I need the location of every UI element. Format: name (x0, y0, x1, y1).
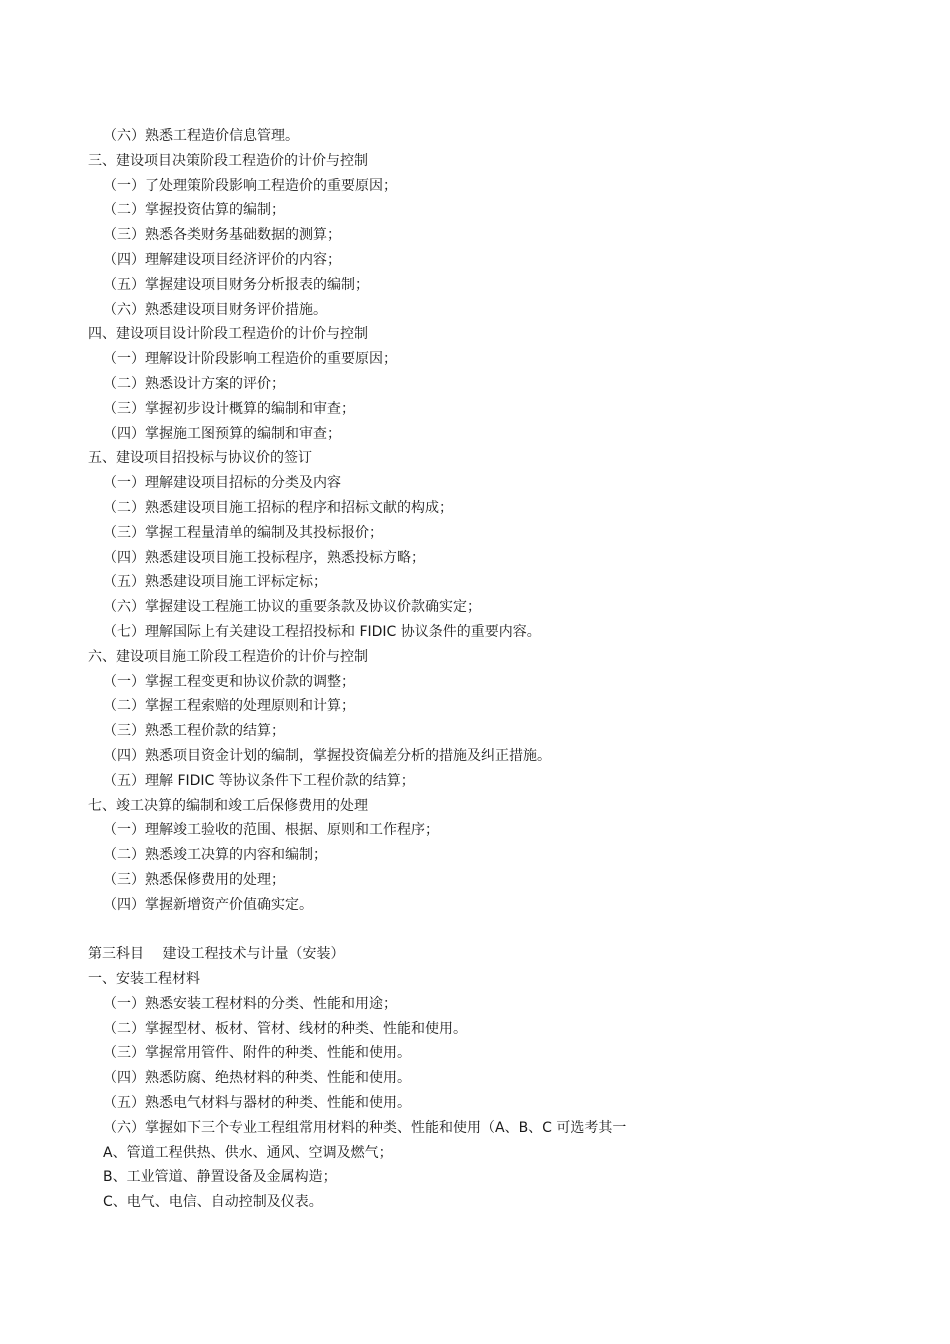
list-item: （四）掌握新增资产价值确实定。 (103, 896, 313, 913)
section-heading: 七、竣工决算的编制和竣工后保修费用的处理 (88, 797, 368, 814)
list-item: （三）熟悉保修费用的处理； (103, 871, 285, 888)
list-item: （六）熟悉工程造价信息管理。 (103, 128, 299, 144)
list-item: （五）掌握建设项目财务分析报表的编制； (103, 276, 369, 293)
list-item: （二）掌握型材、板材、管材、线材的种类、性能和使用。 (103, 1020, 467, 1037)
list-item: （五）熟悉电气材料与器材的种类、性能和使用。 (103, 1095, 411, 1112)
section-heading: 第三科目 建设工程技术与计量（安装） (88, 946, 345, 963)
list-item: （三）掌握工程量清单的编制及其投标报价； (103, 524, 383, 541)
list-item: （二）熟悉建设项目施工招标的程序和招标文献的构成； (103, 499, 453, 516)
list-item: （三）熟悉工程价款的结算； (103, 723, 285, 740)
list-item: （四）熟悉建设项目施工投标程序，熟悉投标方略； (103, 549, 425, 566)
list-item: （一）理解建设项目招标的分类及内容 (103, 475, 341, 492)
list-item: （六）掌握建设工程施工协议的重要条款及协议价款确实定； (103, 599, 481, 616)
section-heading: 六、建设项目施工阶段工程造价的计价与控制 (88, 648, 368, 665)
list-item: （四）掌握施工图预算的编制和审查； (103, 425, 341, 442)
document-page (0, 124, 950, 1215)
list-item: C、电气、电信、自动控制及仪表。 (103, 1194, 323, 1211)
list-item: （三）掌握常用管件、附件的种类、性能和使用。 (103, 1045, 411, 1062)
list-item: （二）熟悉设计方案的评价； (103, 375, 285, 392)
list-item: （七）理解国际上有关建设工程招投标和 FIDIC 协议条件的重要内容。 (103, 623, 541, 640)
list-item: （六）熟悉建设项目财务评价措施。 (103, 301, 327, 318)
blank-line (0, 918, 950, 943)
list-item: （三）掌握初步设计概算的编制和审查； (103, 400, 355, 417)
list-item: （三）熟悉各类财务基础数据的测算； (103, 227, 341, 244)
list-item: （二）掌握工程索赔的处理原则和计算； (103, 698, 355, 715)
list-item: （一）理解竣工验收的范围、根据、原则和工作程序； (103, 822, 439, 839)
list-item: A、管道工程供热、供水、通风、空调及燃气； (103, 1144, 393, 1161)
section-heading: 三、建设项目决策阶段工程造价的计价与控制 (88, 152, 368, 169)
list-item: （四）理解建设项目经济评价的内容； (103, 251, 341, 268)
list-item: （四）熟悉项目资金计划的编制，掌握投资偏差分析的措施及纠正措施。 (103, 747, 551, 764)
list-item: （四）熟悉防腐、绝热材料的种类、性能和使用。 (103, 1070, 411, 1087)
list-item: （一）掌握工程变更和协议价款的调整； (103, 673, 355, 690)
list-item: （二）熟悉竣工决算的内容和编制； (103, 847, 327, 864)
list-item: （一）理解设计阶段影响工程造价的重要原因； (103, 351, 397, 368)
list-item: （一）了处理策阶段影响工程造价的重要原因； (103, 177, 397, 194)
section-heading: 一、安装工程材料 (88, 971, 200, 988)
list-item: （二）掌握投资估算的编制； (103, 202, 285, 219)
section-heading: 四、建设项目设计阶段工程造价的计价与控制 (88, 326, 368, 343)
list-item: （六）掌握如下三个专业工程组常用材料的种类、性能和使用（A、B、C 可选考其一 (103, 1119, 627, 1136)
section-heading: 五、建设项目招投标与协议价的签订 (88, 450, 312, 467)
list-item: B、工业管道、静置设备及金属构造； (103, 1169, 337, 1186)
list-item: （一）熟悉安装工程材料的分类、性能和用途； (103, 995, 397, 1012)
list-item: （五）熟悉建设项目施工评标定标； (103, 574, 327, 591)
list-item: （五）理解 FIDIC 等协议条件下工程价款的结算； (103, 772, 415, 789)
